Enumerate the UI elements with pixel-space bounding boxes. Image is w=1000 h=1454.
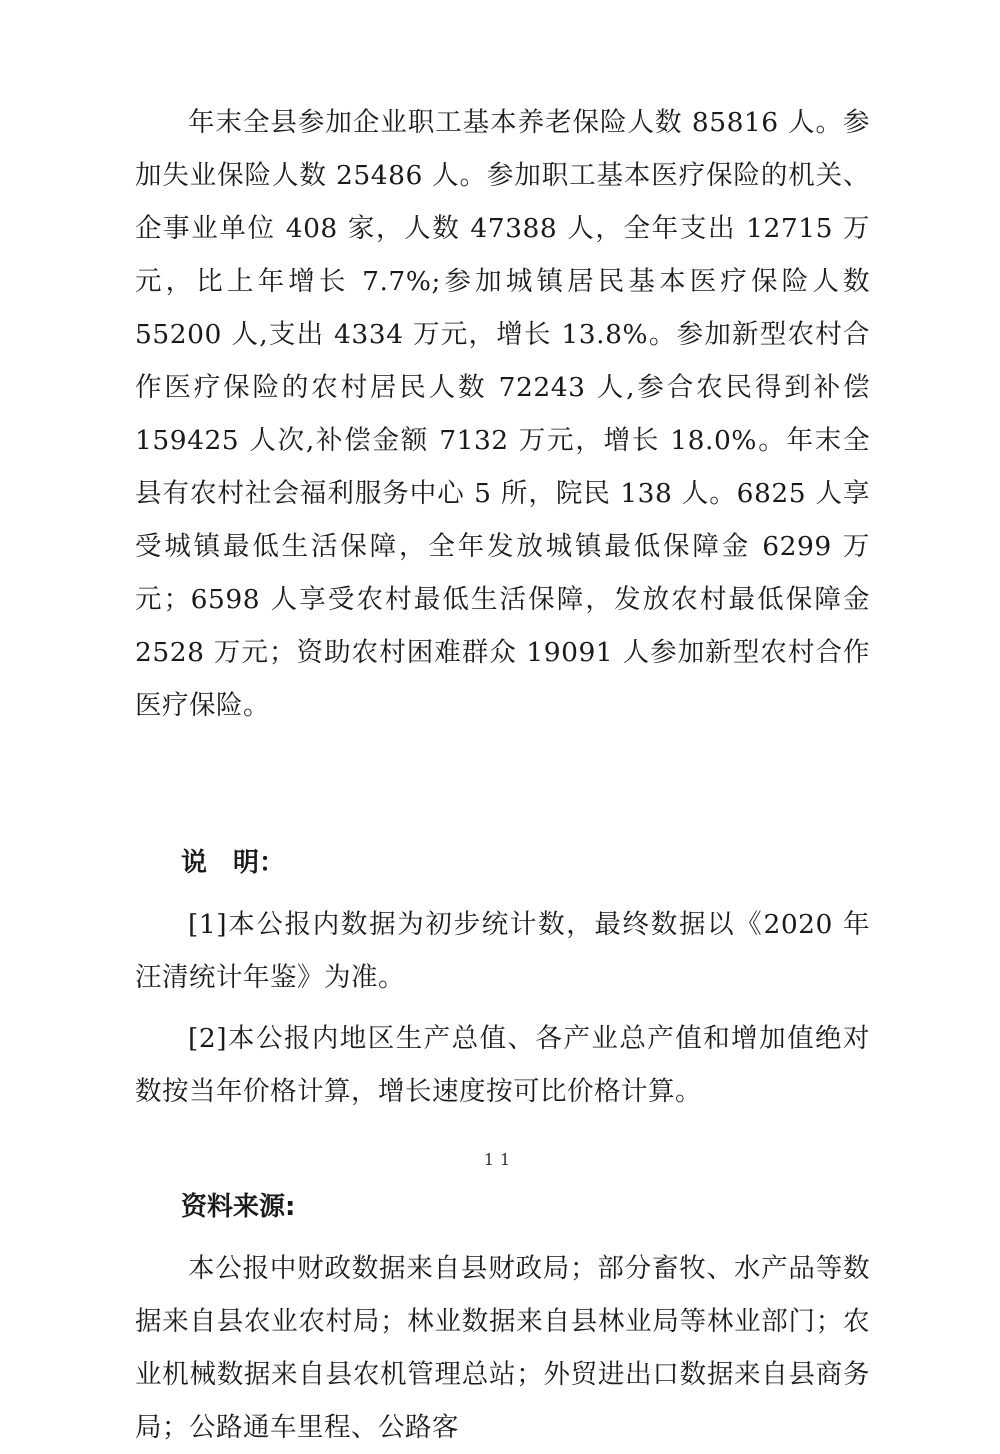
- notes-heading: [135, 837, 870, 890]
- notes-heading-left: 说: [181, 848, 208, 878]
- notes-heading-right: 明：: [233, 848, 286, 878]
- social-security-paragraph: 年末全县参加企业职工基本养老保险人数 85816 人。参加失业保险人数 25486 人。参加职工基本医疗保险的机关、企事业单位 408 家，人数 47388 人，全年支出 12715 万元，比上年增长 7.7%;参加城镇居民基本医疗保险人数 55200 人,支出 4334 万元，增长 13.8%。参加新型农村合作医疗保险的农村居民人数 72243 人,参合农民得到补偿 159425 人次,补偿金额 7132 万元，增长 18.0%。年末全县有农村社会福利服务中心 5 所，院民 138 人。6825 人享受城镇最低生活保障，全年发放城镇最低保障金 6299 万元；6598 人享受农村最低生活保障，发放农村最低保障金 2528 万元；资助农村困难群众 19091 人参加新型农村合作医疗保险。: [135, 107, 870, 721]
- document-page: [135, 96, 870, 1454]
- note-item-1: [1]本公报内数据为初步统计数，最终数据以《2020 年汪清统计年鉴》为准。: [135, 909, 870, 993]
- sources-heading: 资料来源:: [181, 1192, 296, 1222]
- page-number: 11: [483, 1150, 517, 1169]
- note-item-2: [2]本公报内地区生产总值、各产业总产值和增加值绝对数按当年价格计算，增长速度按可比价格计算。: [135, 1023, 870, 1107]
- sources-paragraph: 本公报中财政数据来自县财政局；部分畜牧、水产品等数据来自县农业农村局；林业数据来自县林业局等林业部门；农业机械数据来自县农机管理总站；外贸进出口数据来自县商务局；公路通车里程、公路客: [135, 1253, 870, 1443]
